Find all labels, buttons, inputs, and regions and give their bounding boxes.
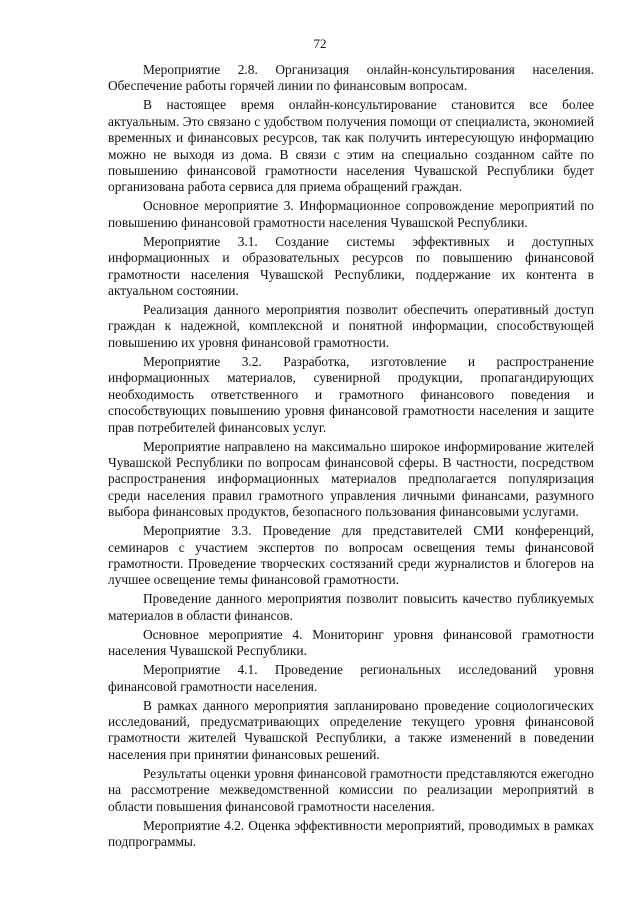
paragraph-main-measure-3: Основное мероприятие 3. Информационное сопровождение мероприятий по повышению финансовой грамотности населения Чувашской Республики. [108, 198, 594, 230]
paragraph-measure-4-1: Мероприятие 4.1. Проведение региональных исследований уровня финансовой грамотности населения. [108, 662, 594, 694]
page-number: 72 [313, 36, 327, 51]
paragraph-measure-4-2: Мероприятие 4.2. Оценка эффективности мероприятий, проводимых в рамках подпрограммы. [108, 817, 594, 849]
paragraph-measure-4-1-results: Результаты оценки уровня финансовой грамотности представляются ежегодно на рассмотрение межведомственной комиссии по реализации мероприятий в области повышения финансовой грамотности населения. [108, 765, 594, 814]
paragraph-measure-3-3-result: Проведение данного мероприятия позволит повысить качество публикуемых материалов в области финансов. [108, 591, 594, 623]
paragraph-main-measure-4: Основное мероприятие 4. Мониторинг уровня финансовой грамотности населения Чувашской Республики. [108, 626, 594, 659]
paragraph-measure-3-2-detail: Мероприятие направлено на максимально широкое информирование жителей Чувашской Республики по вопросам финансовой сферы. В частности, посредством распространения информационных материалов предполагается популяризация среди населения правил грамотного управления личными финансами, разумного выбора финансовых продуктов, безопасного пользования финансовыми услугами. [108, 438, 594, 520]
paragraph-measure-3-1: Мероприятие 3.1. Создание системы эффективных и доступных информационных и образовательных ресурсов по повышению финансовой грамотности населения Чувашской Республики, поддержание их контента в актуальном состоянии. [108, 233, 594, 299]
body-text [108, 62, 594, 853]
paragraph-measure-3-2: Мероприятие 3.2. Разработка, изготовление и распространение информационных материалов, сувенирной продукции, пропагандирующих необходимость ответственного и грамотного финансового поведения и способствующих повышению уровня финансовой грамотности населения и защите прав потребителей финансовых услуг. [108, 353, 594, 435]
paragraph-measure-3-3: Мероприятие 3.3. Проведение для представителей СМИ конференций, семинаров с участием экспертов по вопросам освещения темы финансовой грамотности. Проведение творческих состязаний среди журналистов и блогеров на лучшее освещение темы финансовой грамотности. [108, 523, 594, 588]
paragraph-measure-3-1-result: Реализация данного мероприятия позволит обеспечить оперативный доступ граждан к надежной, комплексной и понятной информации, способствующей повышению их уровня финансовой грамотности. [108, 302, 594, 350]
paragraph-measure-4-1-detail: В рамках данного мероприятия запланировано проведение социологических исследований, предусматривающих определение текущего уровня финансовой грамотности жителей Чувашской Республики, а также изменений в поведении населения при принятии финансовых решений. [108, 697, 594, 762]
paragraph-online-consulting: В настоящее время онлайн-консультирование становится все более актуальным. Это связано с удобством получения помощи от специалиста, экономией временных и финансовых ресурсов, так как получить интересующую информацию можно не выходя из дома. В связи с этим на специально созданном сайте по повышению финансовой грамотности населения Чувашской Республики будет организована работа сервиса для приема обращений граждан. [108, 97, 594, 195]
paragraph-measure-2-8: Мероприятие 2.8. Организация онлайн-консультирования населения. Обеспечение работы горячей линии по финансовым вопросам. [108, 62, 594, 94]
